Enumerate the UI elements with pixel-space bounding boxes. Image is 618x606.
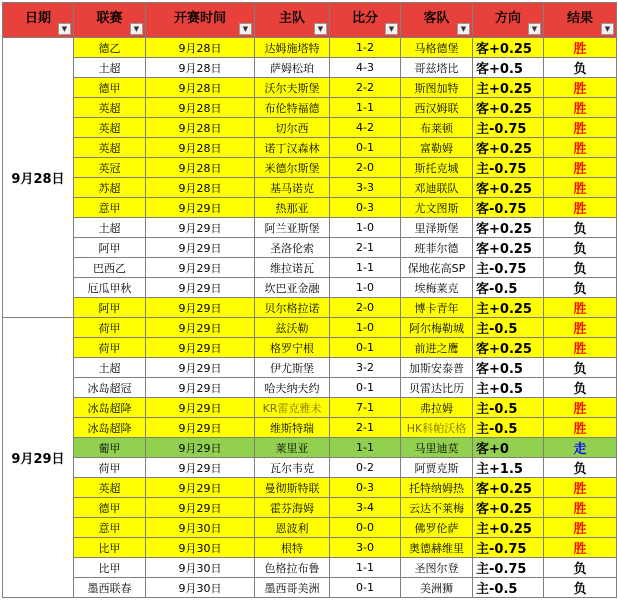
result-cell: 胜 (544, 538, 617, 558)
direction-cell: 客+0.25 (473, 38, 544, 58)
league-cell: 冰岛超降 (74, 418, 146, 438)
away-team-cell: 佛罗伦萨 (401, 518, 473, 538)
result-cell: 胜 (544, 178, 617, 198)
betting-results-table (2, 2, 617, 598)
direction-cell: 客+0.5 (473, 58, 544, 78)
home-team-cell: 恩波利 (255, 518, 330, 538)
direction-cell: 主-0.75 (473, 258, 544, 278)
result-cell: 胜 (544, 298, 617, 318)
result-cell: 负 (544, 458, 617, 478)
direction-cell: 客+0.25 (473, 98, 544, 118)
time-cell: 9月29日 (146, 238, 255, 258)
table-row (3, 38, 617, 58)
time-cell: 9月30日 (146, 558, 255, 578)
time-cell: 9月29日 (146, 478, 255, 498)
league-cell: 墨西联春 (74, 578, 146, 598)
table-row (3, 298, 617, 318)
score-cell: 2-2 (330, 78, 401, 98)
time-cell: 9月28日 (146, 118, 255, 138)
direction-cell: 客+0.5 (473, 358, 544, 378)
score-cell: 1-0 (330, 278, 401, 298)
home-team-cell: 莱里亚 (255, 438, 330, 458)
score-cell: 0-1 (330, 578, 401, 598)
score-cell: 1-2 (330, 38, 401, 58)
away-team-cell: 博卡青年 (401, 298, 473, 318)
column-header-direction (473, 3, 544, 38)
direction-cell: 客+0.25 (473, 238, 544, 258)
time-cell: 9月29日 (146, 498, 255, 518)
filter-dropdown-icon[interactable]: ▼ (239, 23, 252, 35)
table-row (3, 138, 617, 158)
away-team-cell: 美洲狮 (401, 578, 473, 598)
result-cell: 胜 (544, 338, 617, 358)
away-team-cell: 马格德堡 (401, 38, 473, 58)
home-team-cell: 切尔西 (255, 118, 330, 138)
table-row (3, 118, 617, 138)
column-header-time (146, 3, 255, 38)
league-cell: 德甲 (74, 498, 146, 518)
score-cell: 1-0 (330, 318, 401, 338)
home-team-cell: 坎巴亚金融 (255, 278, 330, 298)
table-row (3, 198, 617, 218)
direction-cell: 客+0.25 (473, 478, 544, 498)
column-header-score (330, 3, 401, 38)
score-cell: 0-1 (330, 138, 401, 158)
table-row (3, 578, 617, 598)
result-cell: 胜 (544, 158, 617, 178)
away-team-cell: 富勒姆 (401, 138, 473, 158)
league-cell: 英超 (74, 138, 146, 158)
column-header-league (74, 3, 146, 38)
column-header-away-team (401, 3, 473, 38)
direction-cell: 主+1.5 (473, 458, 544, 478)
table-row (3, 398, 617, 418)
home-team-cell: KR雷克雅未 (255, 398, 330, 418)
time-cell: 9月29日 (146, 258, 255, 278)
time-cell: 9月29日 (146, 318, 255, 338)
direction-cell: 主-0.5 (473, 398, 544, 418)
time-cell: 9月29日 (146, 218, 255, 238)
home-team-cell: 瓦尔韦克 (255, 458, 330, 478)
time-cell: 9月29日 (146, 438, 255, 458)
direction-cell: 主-0.5 (473, 418, 544, 438)
direction-cell: 客+0.25 (473, 218, 544, 238)
result-cell: 负 (544, 238, 617, 258)
table-row (3, 438, 617, 458)
home-team-cell: 色格拉布鲁 (255, 558, 330, 578)
league-cell: 荷甲 (74, 318, 146, 338)
league-cell: 土超 (74, 58, 146, 78)
column-header-label: 开赛时间 (173, 10, 226, 26)
result-cell: 负 (544, 58, 617, 78)
away-team-cell: 奥德赫维里 (401, 538, 473, 558)
league-cell: 德甲 (74, 78, 146, 98)
result-cell: 负 (544, 378, 617, 398)
league-cell: 土超 (74, 218, 146, 238)
time-cell: 9月29日 (146, 378, 255, 398)
filter-dropdown-icon[interactable]: ▼ (385, 23, 398, 35)
time-cell: 9月30日 (146, 518, 255, 538)
away-team-cell: 阿尔梅勒城 (401, 318, 473, 338)
time-cell: 9月29日 (146, 458, 255, 478)
direction-cell: 客+0 (473, 438, 544, 458)
away-team-cell: 斯托克城 (401, 158, 473, 178)
table-row (3, 318, 617, 338)
table-row (3, 498, 617, 518)
column-header-result (544, 3, 617, 38)
league-cell: 巴西乙 (74, 258, 146, 278)
score-cell: 1-0 (330, 218, 401, 238)
direction-cell: 客+0.25 (473, 138, 544, 158)
league-cell: 土超 (74, 358, 146, 378)
result-cell: 胜 (544, 398, 617, 418)
score-cell: 7-1 (330, 398, 401, 418)
table-row (3, 178, 617, 198)
direction-cell: 客-0.5 (473, 278, 544, 298)
time-cell: 9月29日 (146, 418, 255, 438)
away-team-cell: 云达不莱梅 (401, 498, 473, 518)
time-cell: 9月30日 (146, 538, 255, 558)
score-cell: 3-2 (330, 358, 401, 378)
league-cell: 荷甲 (74, 458, 146, 478)
table-row (3, 478, 617, 498)
score-cell: 1-1 (330, 438, 401, 458)
table-row (3, 258, 617, 278)
date-cell: 9月28日 (3, 38, 74, 318)
time-cell: 9月29日 (146, 298, 255, 318)
away-team-cell: 圣图尔登 (401, 558, 473, 578)
result-cell: 负 (544, 218, 617, 238)
home-team-cell: 热那亚 (255, 198, 330, 218)
away-team-cell: 加斯安泰普 (401, 358, 473, 378)
column-header-label: 日期 (24, 10, 51, 26)
result-cell: 胜 (544, 418, 617, 438)
home-team-cell: 圣洛伦索 (255, 238, 330, 258)
home-team-cell: 根特 (255, 538, 330, 558)
table-row (3, 558, 617, 578)
away-team-cell: 托特纳姆热 (401, 478, 473, 498)
table-row (3, 518, 617, 538)
away-team-cell: 西汉姆联 (401, 98, 473, 118)
home-team-cell: 兹沃勒 (255, 318, 330, 338)
score-cell: 3-3 (330, 178, 401, 198)
league-cell: 意甲 (74, 518, 146, 538)
time-cell: 9月28日 (146, 158, 255, 178)
result-cell: 胜 (544, 118, 617, 138)
league-cell: 厄瓜甲秋 (74, 278, 146, 298)
away-team-cell: 弗拉姆 (401, 398, 473, 418)
away-team-cell: 阿贾克斯 (401, 458, 473, 478)
table-row (3, 58, 617, 78)
time-cell: 9月30日 (146, 578, 255, 598)
time-cell: 9月28日 (146, 178, 255, 198)
home-team-cell: 阿兰亚斯堡 (255, 218, 330, 238)
home-team-cell: 萨姆松珀 (255, 58, 330, 78)
time-cell: 9月29日 (146, 398, 255, 418)
result-cell: 负 (544, 258, 617, 278)
time-cell: 9月28日 (146, 58, 255, 78)
result-cell: 胜 (544, 478, 617, 498)
table-row (3, 278, 617, 298)
table-row (3, 238, 617, 258)
table-row (3, 378, 617, 398)
result-cell: 走 (544, 438, 617, 458)
score-cell: 2-0 (330, 158, 401, 178)
away-team-cell: 哥兹塔比 (401, 58, 473, 78)
direction-cell: 客+0.25 (473, 338, 544, 358)
score-cell: 1-1 (330, 98, 401, 118)
column-header-label: 主队 (278, 10, 305, 26)
result-cell: 负 (544, 278, 617, 298)
away-team-cell: 马里迪莫 (401, 438, 473, 458)
table-row (3, 98, 617, 118)
home-team-cell: 曼彻斯特联 (255, 478, 330, 498)
time-cell: 9月28日 (146, 38, 255, 58)
filter-dropdown-icon[interactable]: ▼ (601, 23, 614, 35)
away-team-cell: 布莱顿 (401, 118, 473, 138)
home-team-cell: 诺丁汉森林 (255, 138, 330, 158)
direction-cell: 客+0.25 (473, 498, 544, 518)
score-cell: 2-1 (330, 238, 401, 258)
result-cell: 负 (544, 558, 617, 578)
column-header-home-team (255, 3, 330, 38)
filter-dropdown-icon[interactable]: ▼ (314, 23, 327, 35)
league-cell: 葡甲 (74, 438, 146, 458)
table-row (3, 338, 617, 358)
column-header-date (3, 3, 74, 38)
column-header-label: 比分 (351, 10, 378, 26)
table-row (3, 158, 617, 178)
score-cell: 1-1 (330, 258, 401, 278)
league-cell: 阿甲 (74, 298, 146, 318)
away-team-cell: 保地花高SP (401, 258, 473, 278)
league-cell: 英超 (74, 478, 146, 498)
league-cell: 荷甲 (74, 338, 146, 358)
filter-dropdown-icon[interactable]: ▼ (528, 23, 541, 35)
away-team-cell: 邓迪联队 (401, 178, 473, 198)
home-team-cell: 贝尔格拉诺 (255, 298, 330, 318)
score-cell: 0-1 (330, 338, 401, 358)
table-row (3, 418, 617, 438)
away-team-cell: HK科帕沃格 (401, 418, 473, 438)
score-cell: 0-0 (330, 518, 401, 538)
result-cell: 胜 (544, 38, 617, 58)
home-team-cell: 墨西哥美洲 (255, 578, 330, 598)
away-team-cell: 前进之鹰 (401, 338, 473, 358)
home-team-cell: 达姆施塔特 (255, 38, 330, 58)
league-cell: 冰岛超冠 (74, 378, 146, 398)
table-body (3, 38, 617, 598)
direction-cell: 主+0.25 (473, 78, 544, 98)
home-team-cell: 伊尤斯堡 (255, 358, 330, 378)
league-cell: 英超 (74, 118, 146, 138)
table-row (3, 458, 617, 478)
result-cell: 胜 (544, 518, 617, 538)
league-cell: 英超 (74, 98, 146, 118)
score-cell: 0-3 (330, 198, 401, 218)
score-cell: 4-2 (330, 118, 401, 138)
league-cell: 冰岛超降 (74, 398, 146, 418)
league-cell: 比甲 (74, 538, 146, 558)
filter-dropdown-icon[interactable]: ▼ (457, 23, 470, 35)
home-team-cell: 霍芬海姆 (255, 498, 330, 518)
table-row (3, 78, 617, 98)
home-team-cell: 沃尔夫斯堡 (255, 78, 330, 98)
league-cell: 苏超 (74, 178, 146, 198)
score-cell: 0-2 (330, 458, 401, 478)
time-cell: 9月28日 (146, 138, 255, 158)
home-team-cell: 基马诺克 (255, 178, 330, 198)
direction-cell: 主-0.75 (473, 538, 544, 558)
direction-cell: 主-0.75 (473, 158, 544, 178)
score-cell: 1-1 (330, 558, 401, 578)
time-cell: 9月28日 (146, 98, 255, 118)
home-team-cell: 哈夫纳夫约 (255, 378, 330, 398)
header-row (3, 3, 617, 38)
home-team-cell: 布伦特福德 (255, 98, 330, 118)
filter-dropdown-icon[interactable]: ▼ (130, 23, 143, 35)
table-row (3, 358, 617, 378)
direction-cell: 客+0.25 (473, 178, 544, 198)
column-header-label: 结果 (566, 10, 593, 26)
league-cell: 德乙 (74, 38, 146, 58)
time-cell: 9月28日 (146, 78, 255, 98)
column-header-label: 方向 (494, 10, 521, 26)
score-cell: 4-3 (330, 58, 401, 78)
league-cell: 比甲 (74, 558, 146, 578)
away-team-cell: 班菲尔德 (401, 238, 473, 258)
away-team-cell: 斯图加特 (401, 78, 473, 98)
result-cell: 负 (544, 578, 617, 598)
result-cell: 胜 (544, 138, 617, 158)
direction-cell: 主+0.25 (473, 518, 544, 538)
direction-cell: 主-0.5 (473, 578, 544, 598)
table-row (3, 538, 617, 558)
score-cell: 0-3 (330, 478, 401, 498)
direction-cell: 主-0.5 (473, 318, 544, 338)
away-team-cell: 贝雷达比历 (401, 378, 473, 398)
direction-cell: 主-0.75 (473, 558, 544, 578)
away-team-cell: 埃梅莱克 (401, 278, 473, 298)
home-team-cell: 米德尔斯堡 (255, 158, 330, 178)
direction-cell: 主-0.75 (473, 118, 544, 138)
league-cell: 意甲 (74, 198, 146, 218)
result-cell: 胜 (544, 198, 617, 218)
result-cell: 负 (544, 358, 617, 378)
score-cell: 0-1 (330, 378, 401, 398)
home-team-cell: 维拉诺瓦 (255, 258, 330, 278)
home-team-cell: 格罗宁根 (255, 338, 330, 358)
score-cell: 3-4 (330, 498, 401, 518)
filter-dropdown-icon[interactable]: ▼ (58, 23, 71, 35)
league-cell: 英冠 (74, 158, 146, 178)
result-cell: 胜 (544, 78, 617, 98)
score-cell: 2-0 (330, 298, 401, 318)
time-cell: 9月29日 (146, 358, 255, 378)
score-cell: 3-0 (330, 538, 401, 558)
time-cell: 9月29日 (146, 338, 255, 358)
score-cell: 2-1 (330, 418, 401, 438)
date-cell: 9月29日 (3, 318, 74, 598)
away-team-cell: 尤文图斯 (401, 198, 473, 218)
column-header-label: 客队 (423, 10, 450, 26)
direction-cell: 客-0.75 (473, 198, 544, 218)
home-team-cell: 维斯特瑞 (255, 418, 330, 438)
result-cell: 胜 (544, 498, 617, 518)
league-cell: 阿甲 (74, 238, 146, 258)
time-cell: 9月29日 (146, 278, 255, 298)
time-cell: 9月29日 (146, 198, 255, 218)
direction-cell: 主+0.5 (473, 378, 544, 398)
result-cell: 胜 (544, 318, 617, 338)
direction-cell: 主+0.25 (473, 298, 544, 318)
table-row (3, 218, 617, 238)
result-cell: 胜 (544, 98, 617, 118)
column-header-label: 联赛 (96, 10, 123, 26)
away-team-cell: 里泽斯堡 (401, 218, 473, 238)
